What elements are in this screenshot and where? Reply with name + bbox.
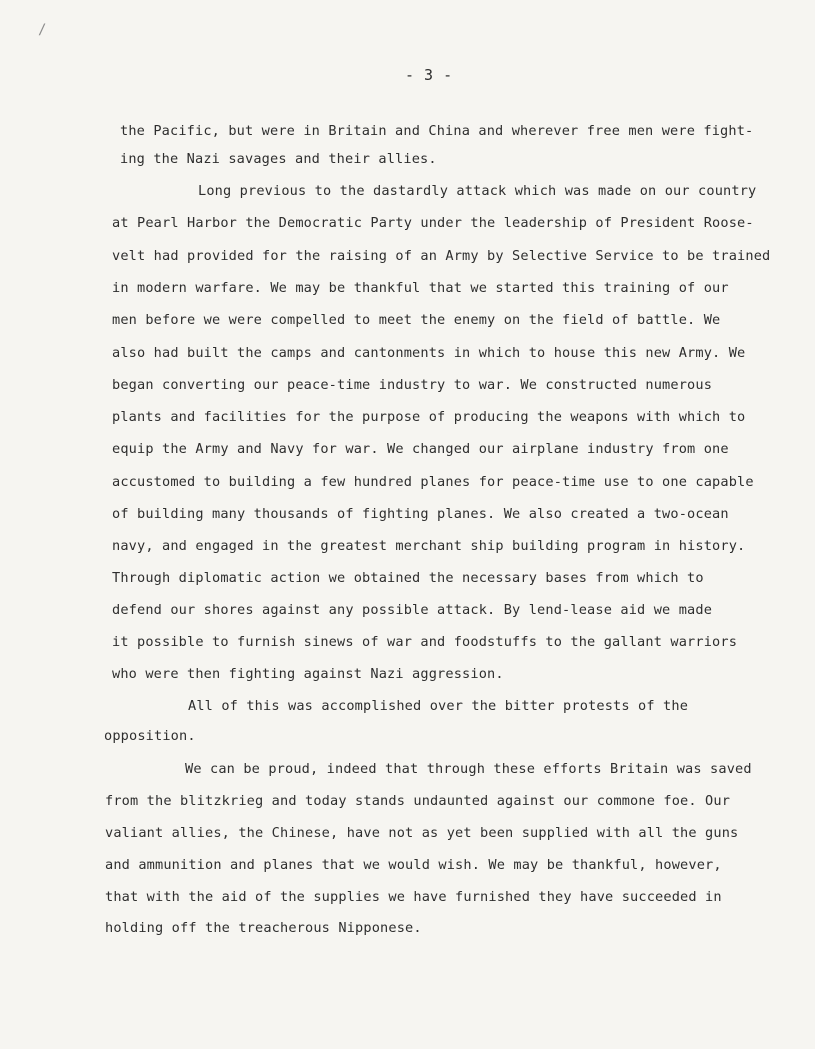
text-line-15: Through diplomatic action we obtained the necessary bases from which to — [112, 570, 704, 586]
text-line-4: at Pearl Harbor the Democratic Party under the leadership of President Roose- — [112, 215, 754, 231]
text-line-21: We can be proud, indeed that through these efforts Britain was saved — [185, 761, 752, 777]
text-line-11: equip the Army and Navy for war. We changed our airplane industry from one — [112, 441, 729, 457]
text-line-18: who were then fighting against Nazi aggression. — [112, 666, 504, 682]
page-number: - 3 - — [405, 66, 453, 84]
text-line-25: that with the aid of the supplies we have furnished they have succeeded in — [105, 889, 722, 905]
text-line-5: velt had provided for the raising of an Army by Selective Service to be trained — [112, 248, 771, 264]
text-line-9: began converting our peace-time industry to war. We constructed numerous — [112, 377, 713, 393]
text-line-8: also had built the camps and cantonments in which to house this new Army. We — [112, 345, 746, 361]
text-line-13: of building many thousands of fighting planes. We also created a two-ocean — [112, 506, 729, 522]
text-line-19: All of this was accomplished over the bitter protests of the — [188, 698, 689, 714]
text-line-1: the Pacific, but were in Britain and China and wherever free men were fight- — [120, 123, 754, 139]
text-line-10: plants and facilities for the purpose of producing the weapons with which to — [112, 409, 746, 425]
text-line-12: accustomed to building a few hundred planes for peace-time use to one capable — [112, 474, 754, 490]
text-line-24: and ammunition and planes that we would wish. We may be thankful, however, — [105, 857, 722, 873]
text-line-23: valiant allies, the Chinese, have not as yet been supplied with all the guns — [105, 825, 739, 841]
text-line-17: it possible to furnish sinews of war and foodstuffs to the gallant warriors — [112, 634, 738, 650]
text-line-22: from the blitzkrieg and today stands undaunted against our commone foe. Our — [105, 793, 731, 809]
text-line-7: men before we were compelled to meet the enemy on the field of battle. We — [112, 312, 721, 328]
margin-mark: / — [38, 22, 47, 38]
text-line-2: ing the Nazi savages and their allies. — [120, 151, 437, 167]
text-line-16: defend our shores against any possible attack. By lend-lease aid we made — [112, 602, 713, 618]
text-line-3: Long previous to the dastardly attack which was made on our country — [198, 183, 757, 199]
text-line-20: opposition. — [104, 728, 196, 744]
text-line-6: in modern warfare. We may be thankful that we started this training of our — [112, 280, 729, 296]
text-line-14: navy, and engaged in the greatest merchant ship building program in history. — [112, 538, 746, 554]
text-line-26: holding off the treacherous Nipponese. — [105, 920, 422, 936]
